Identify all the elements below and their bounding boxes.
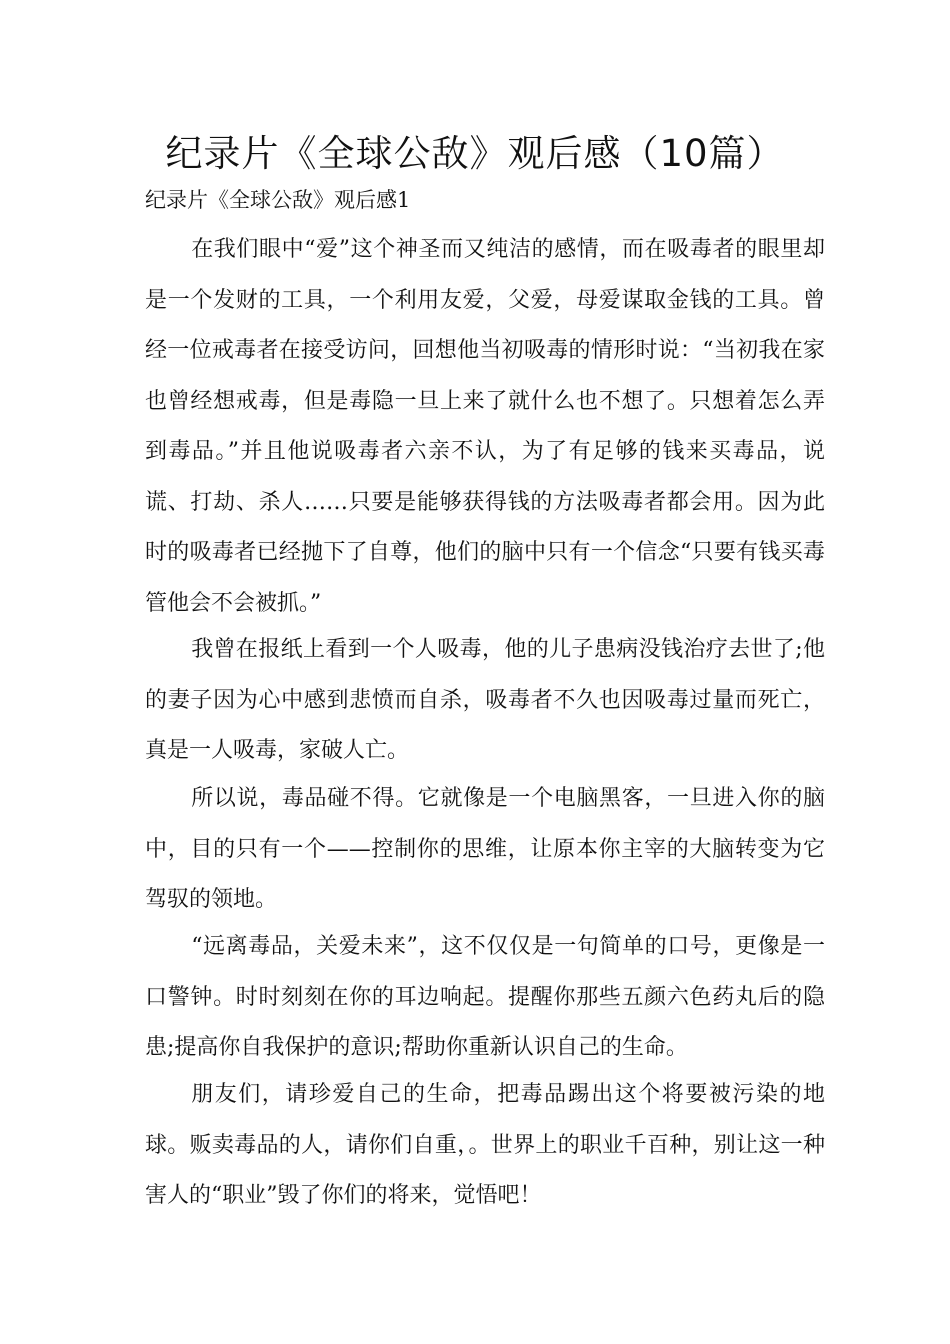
- body-paragraph-3-block: [145, 774, 825, 926]
- body-paragraph-5-block: [145, 1070, 825, 1222]
- body-paragraph: 在我们眼中“爱”这个神圣而又纯洁的感情，而在吸毒者的眼里却是一个发财的工具，一个利用友爱，父爱，母爱谋取金钱的工具。曾经一位戒毒者在接受访问，回想他当初吸毒的情形时说：“当初我在家也曾经想戒毒，但是毒隐一旦上来了就什么也不想了。只想着怎么弄到毒品。”并且他说吸毒者六亲不认，为了有足够的钱来买毒品，说谎、打劫、杀人……只要是能够获得钱的方法吸毒者都会用。因为此时的吸毒者已经抛下了自尊，他们的脑中只有一个信念“只要有钱买毒管他会不会被抓。”: [145, 237, 825, 616]
- body-paragraph: 我曾在报纸上看到一个人吸毒，他的儿子患病没钱治疗去世了;他的妻子因为心中感到悲愤而自杀，吸毒者不久也因吸毒过量而死亡，真是一人吸毒，家破人亡。: [145, 637, 825, 763]
- body-paragraph: “远离毒品，关爱未来”，这不仅仅是一句简单的口号，更像是一口警钟。时时刻刻在你的耳边响起。提醒你那些五颜六色药丸后的隐患;提高你自我保护的意识;帮助你重新认识自己的生命。: [145, 934, 825, 1060]
- body-paragraph: 朋友们，请珍爱自己的生命，把毒品踢出这个将要被污染的地球。贩卖毒品的人，请你们自重，。世界上的职业千百种，别让这一种害人的“职业”毁了你们的将来，觉悟吧！: [145, 1082, 825, 1208]
- body-paragraph: 所以说，毒品碰不得。它就像是一个电脑黑客，一旦进入你的脑中，目的只有一个——控制你的思维，让原本你主宰的大脑转变为它驾驭的领地。: [145, 786, 825, 912]
- body-paragraph-2-block: [145, 625, 825, 777]
- document-title: 纪录片《全球公敌》观后感（10篇）: [165, 132, 785, 175]
- body-paragraph-1-block: [145, 225, 825, 629]
- body-paragraph-4-block: [145, 922, 825, 1074]
- section-heading: 纪录片《全球公敌》观后感1: [145, 188, 411, 212]
